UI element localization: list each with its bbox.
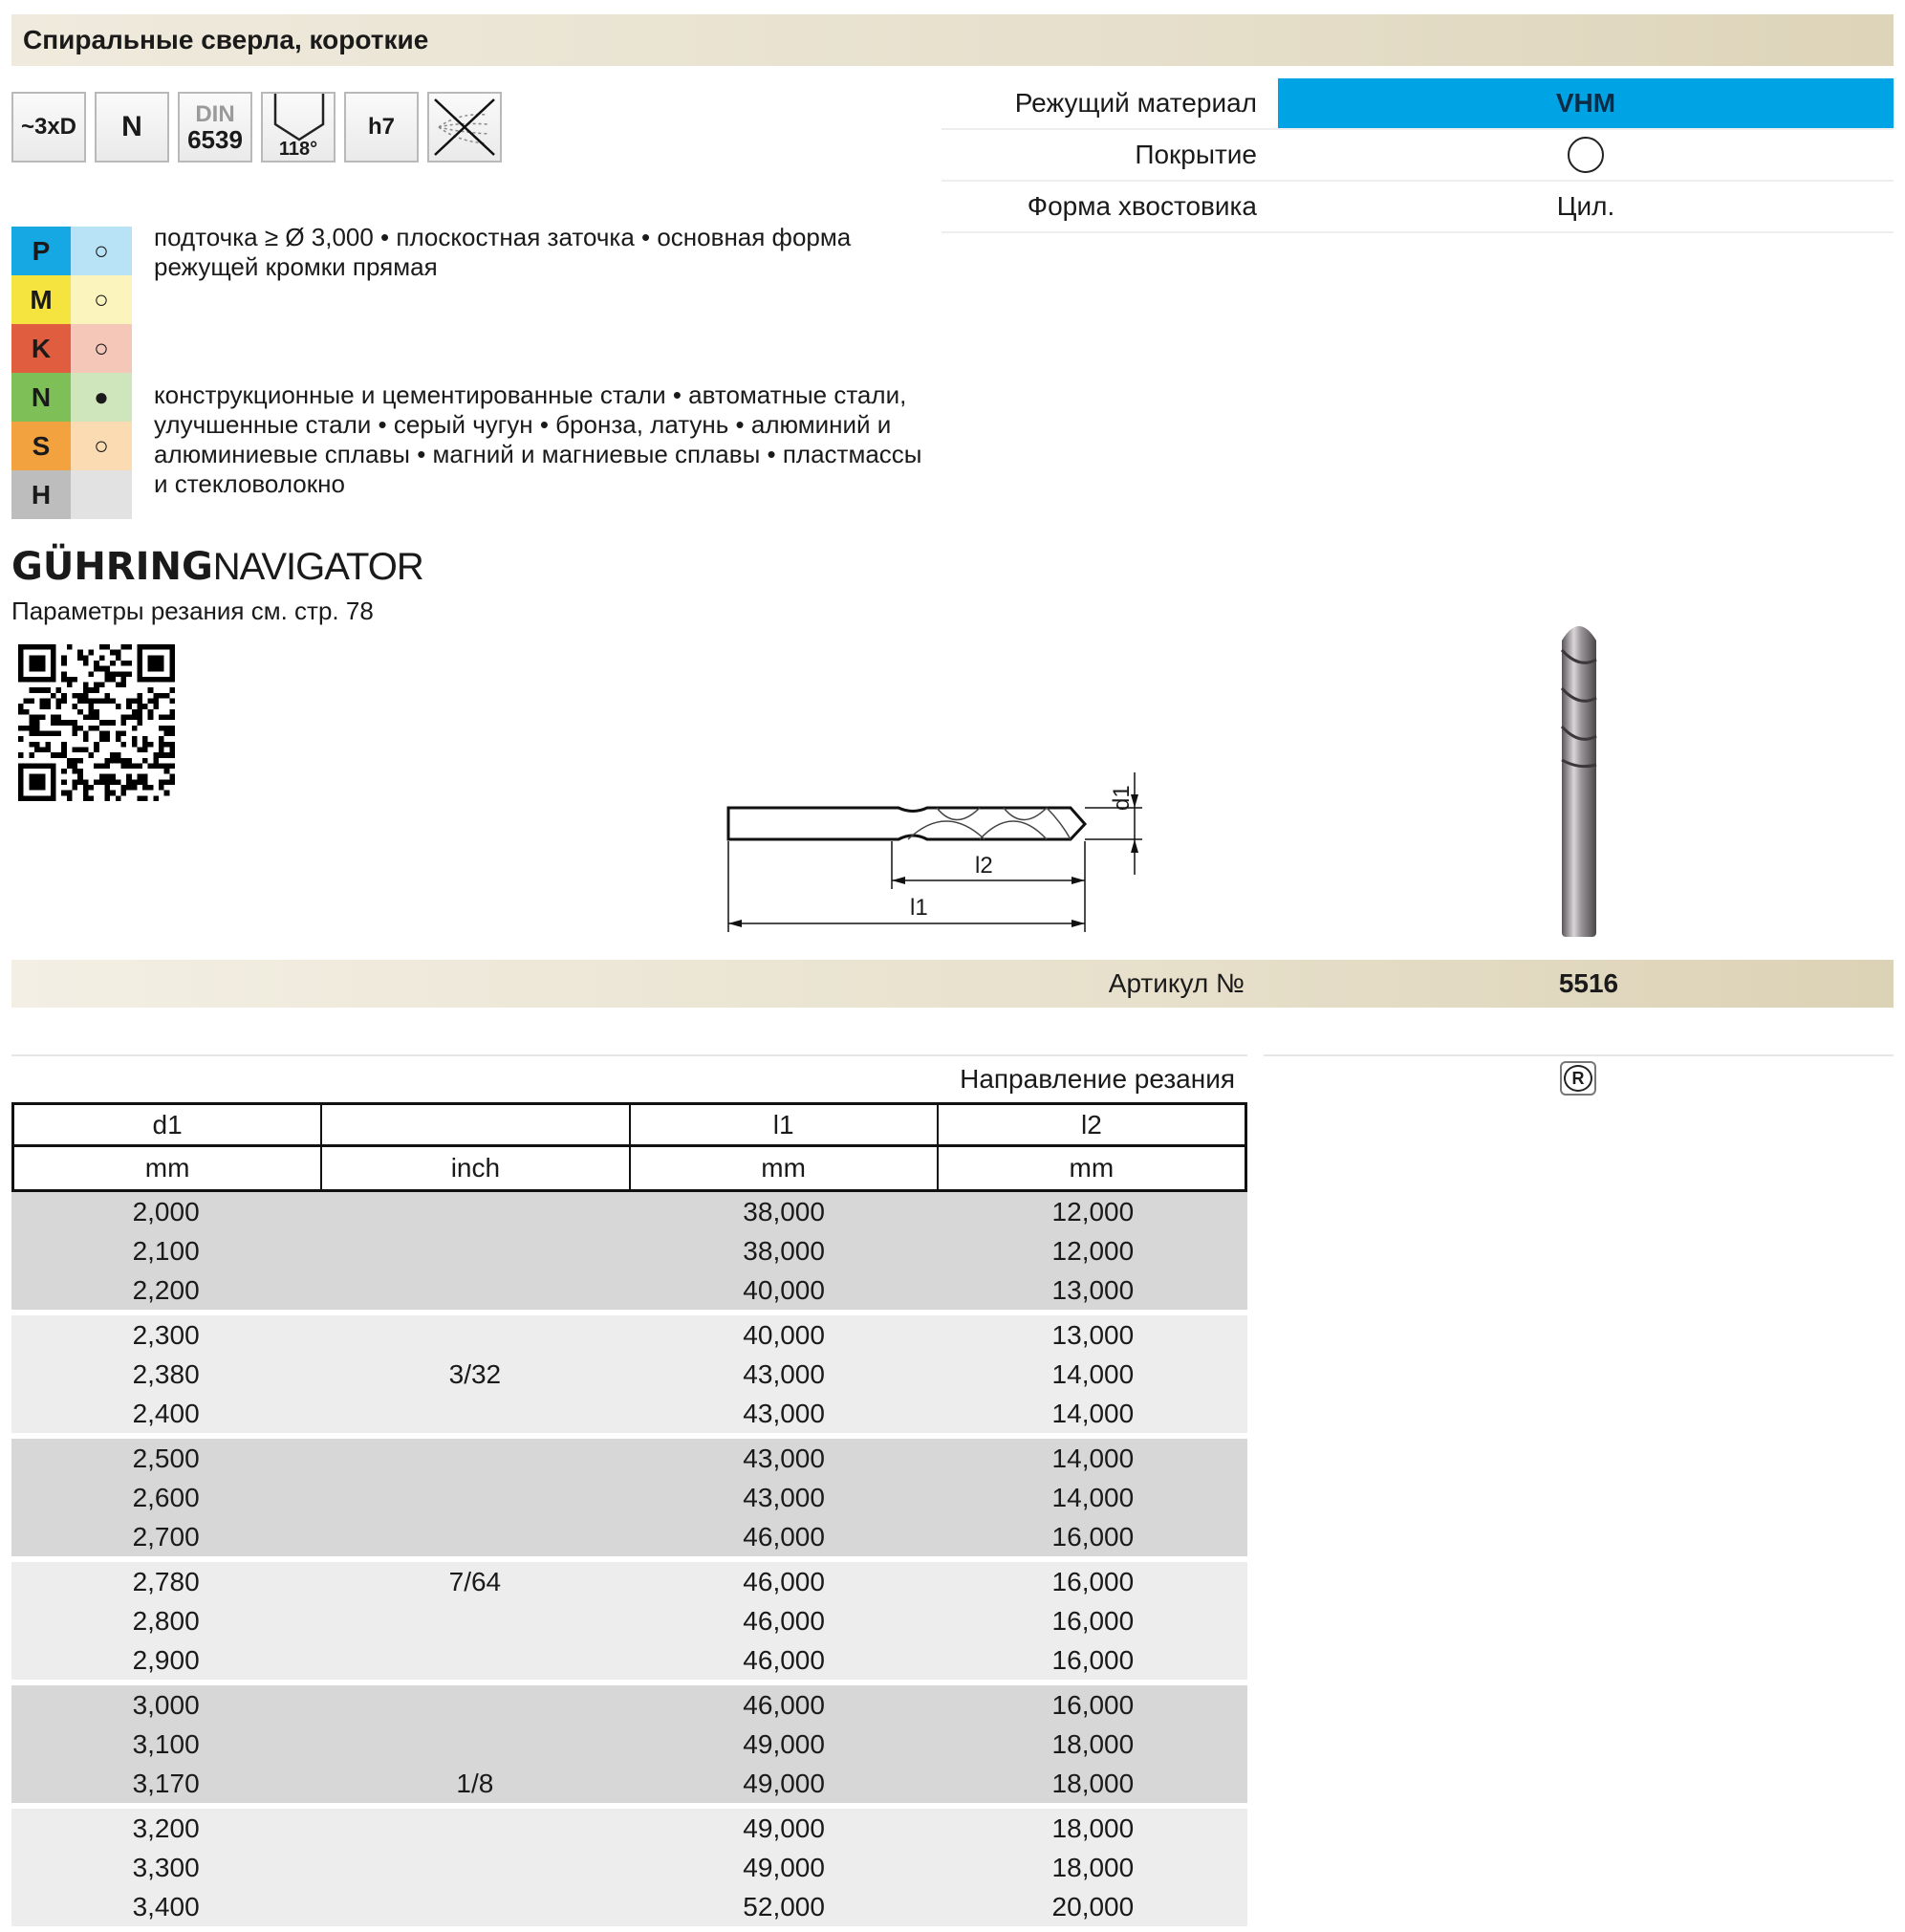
length-3xd-icon: ~3xD (11, 92, 86, 163)
material-row: S ○ (11, 422, 132, 470)
table-units-row (11, 1147, 1247, 1192)
table-cell: 40,000 (743, 1274, 825, 1305)
row-group (11, 1685, 1247, 1803)
tool-properties (942, 78, 1894, 233)
table-cell: 2,300 (132, 1319, 200, 1350)
column-header: d1 (14, 1105, 322, 1144)
table-cell: 3,170 (132, 1768, 200, 1798)
table-cell: 2,400 (132, 1398, 200, 1428)
material-row: P ○ (11, 227, 132, 275)
table-row (11, 1517, 1247, 1556)
table-cell: 18,000 (1051, 1768, 1135, 1798)
table-cell: 3,300 (132, 1852, 200, 1882)
table-cell: 49,000 (743, 1728, 825, 1759)
table-cell: 3,100 (132, 1728, 200, 1759)
row-group (11, 1192, 1247, 1310)
table-cell (320, 1315, 629, 1355)
table-cell: 49,000 (743, 1768, 825, 1798)
unit-header: mm (1069, 1153, 1115, 1183)
tolerance-h7-icon: h7 (344, 92, 419, 163)
point-angle-icon: 118° (261, 92, 336, 163)
table-cell: 46,000 (743, 1521, 825, 1552)
material-row: M ○ (11, 275, 132, 324)
table-body (11, 1192, 1247, 1926)
table-row (11, 1315, 1247, 1355)
table-cell: 2,600 (132, 1482, 200, 1512)
article-label: Артикул № (1108, 968, 1245, 998)
table-row (11, 1231, 1247, 1270)
material-grid (11, 227, 132, 519)
material-row: K ○ (11, 324, 132, 373)
table-cell (320, 1685, 629, 1725)
divider (11, 1054, 1247, 1056)
table-cell: 14,000 (1051, 1398, 1135, 1428)
unit-header: inch (322, 1147, 630, 1189)
article-number: 5516 (1558, 968, 1619, 998)
table-cell: 2,380 (132, 1358, 200, 1389)
table-cell: 14,000 (1051, 1358, 1135, 1389)
drill-photo (1541, 612, 1617, 946)
table-cell: 46,000 (743, 1689, 825, 1720)
dimensions-table (11, 1102, 1247, 1932)
table-cell: 38,000 (743, 1235, 825, 1266)
table-row (11, 1192, 1247, 1231)
table-cell (320, 1887, 629, 1926)
table-cell: 16,000 (1051, 1644, 1135, 1675)
material-description: конструкционные и цементированные стали • автоматные стали, улучшенные стали • серый чугун • бронза, латунь • алюминий и алюминиевые сплавы • магний и магниевые сплавы • пластмассы и стекловолокно (154, 380, 922, 498)
table-cell: 46,000 (743, 1566, 825, 1596)
table-row (11, 1887, 1247, 1926)
din-standard-icon: DIN 6539 (178, 92, 252, 163)
qr-code-icon[interactable] (13, 644, 180, 806)
table-cell (320, 1394, 629, 1433)
table-cell: 43,000 (743, 1398, 825, 1428)
material-row: H (11, 470, 132, 519)
table-cell: 46,000 (743, 1605, 825, 1636)
table-row (11, 1848, 1247, 1887)
property-cutting-material: Режущий материал VHM (942, 78, 1894, 130)
table-cell: 14,000 (1051, 1482, 1135, 1512)
table-cell (320, 1231, 629, 1270)
table-cell: 43,000 (743, 1443, 825, 1473)
table-cell (320, 1192, 629, 1231)
divider (1264, 1054, 1894, 1056)
table-cell: 52,000 (743, 1891, 825, 1921)
table-cell: 18,000 (1051, 1728, 1135, 1759)
table-cell: 2,900 (132, 1644, 200, 1675)
drill-schematic (717, 765, 1176, 961)
table-cell: 16,000 (1051, 1605, 1135, 1636)
table-cell: 40,000 (743, 1319, 825, 1350)
row-group (11, 1562, 1247, 1680)
table-cell: 3,200 (132, 1813, 200, 1843)
right-hand-rotation-icon: R (1560, 1061, 1596, 1096)
table-cell: 2,000 (132, 1196, 200, 1226)
page-title: Спиральные сверла, короткие (23, 25, 429, 54)
table-row (11, 1355, 1247, 1394)
table-cell: 1/8 (456, 1768, 494, 1798)
column-header (322, 1105, 630, 1144)
table-row (11, 1809, 1247, 1848)
table-cell: 46,000 (743, 1644, 825, 1675)
table-cell (320, 1439, 629, 1478)
table-cell: 38,000 (743, 1196, 825, 1226)
row-group (11, 1439, 1247, 1556)
table-cell: 43,000 (743, 1358, 825, 1389)
table-cell (320, 1848, 629, 1887)
column-header: l1 (631, 1105, 939, 1144)
no-coolant-icon (427, 92, 502, 163)
table-cell (320, 1270, 629, 1310)
table-cell: 13,000 (1051, 1274, 1135, 1305)
l1-label: l1 (910, 895, 928, 921)
table-cell: 2,200 (132, 1274, 200, 1305)
table-cell: 14,000 (1051, 1443, 1135, 1473)
table-cell: 13,000 (1051, 1319, 1135, 1350)
table-cell: 2,700 (132, 1521, 200, 1552)
table-cell: 43,000 (743, 1482, 825, 1512)
table-row (11, 1601, 1247, 1640)
unit-header: mm (631, 1147, 939, 1189)
table-cell: 2,500 (132, 1443, 200, 1473)
feature-icons (11, 92, 502, 163)
table-row (11, 1640, 1247, 1680)
table-header-row (11, 1102, 1247, 1147)
table-cell (320, 1601, 629, 1640)
table-cell: 2,100 (132, 1235, 200, 1266)
table-cell: 16,000 (1051, 1521, 1135, 1552)
table-row (11, 1725, 1247, 1764)
row-group (11, 1809, 1247, 1926)
table-cell: 3,400 (132, 1891, 200, 1921)
table-cell: 2,780 (132, 1566, 200, 1596)
table-cell: 12,000 (1051, 1235, 1135, 1266)
material-row: N ● (11, 373, 132, 422)
table-cell: 18,000 (1051, 1813, 1135, 1843)
table-cell: 20,000 (1051, 1891, 1135, 1921)
property-coating: Покрытие (942, 130, 1894, 182)
property-shank: Форма хвостовика Цил. (942, 182, 1894, 233)
table-cell: 7/64 (448, 1566, 502, 1596)
article-bar (11, 960, 1894, 1008)
table-cell: 49,000 (743, 1813, 825, 1843)
table-cell (320, 1640, 629, 1680)
table-row (11, 1270, 1247, 1310)
cutting-direction-label: Направление резания (960, 1064, 1235, 1094)
table-row (11, 1439, 1247, 1478)
table-cell: 16,000 (1051, 1566, 1135, 1596)
uncoated-circle-icon (1568, 137, 1604, 173)
table-cell: 16,000 (1051, 1689, 1135, 1720)
table-row (11, 1685, 1247, 1725)
unit-header: mm (14, 1147, 322, 1189)
table-cell: 49,000 (743, 1852, 825, 1882)
column-header: l2 (1080, 1109, 1102, 1140)
table-row (11, 1562, 1247, 1601)
l2-label: l2 (975, 853, 993, 879)
table-cell: 3,000 (132, 1689, 200, 1720)
cutting-params-reference: Параметры резания см. стр. 78 (11, 597, 374, 625)
table-cell (320, 1478, 629, 1517)
guhring-navigator-logo: GÜHRINGNAVIGATOR (11, 545, 423, 589)
tool-description: подточка ≥ Ø 3,000 • плоскостная заточка • основная форма режущей кромки прямая (154, 223, 852, 281)
table-cell: 2,800 (132, 1605, 200, 1636)
table-row (11, 1394, 1247, 1433)
table-cell (320, 1725, 629, 1764)
table-cell (320, 1517, 629, 1556)
table-row (11, 1478, 1247, 1517)
table-cell: 18,000 (1051, 1852, 1135, 1882)
table-cell: 12,000 (1051, 1196, 1135, 1226)
table-cell (320, 1809, 629, 1848)
table-row (11, 1764, 1247, 1803)
d1-label: d1 (1109, 785, 1135, 811)
title-bar (11, 14, 1894, 66)
table-cell: 3/32 (448, 1358, 502, 1389)
row-group (11, 1315, 1247, 1433)
type-n-icon: N (95, 92, 169, 163)
